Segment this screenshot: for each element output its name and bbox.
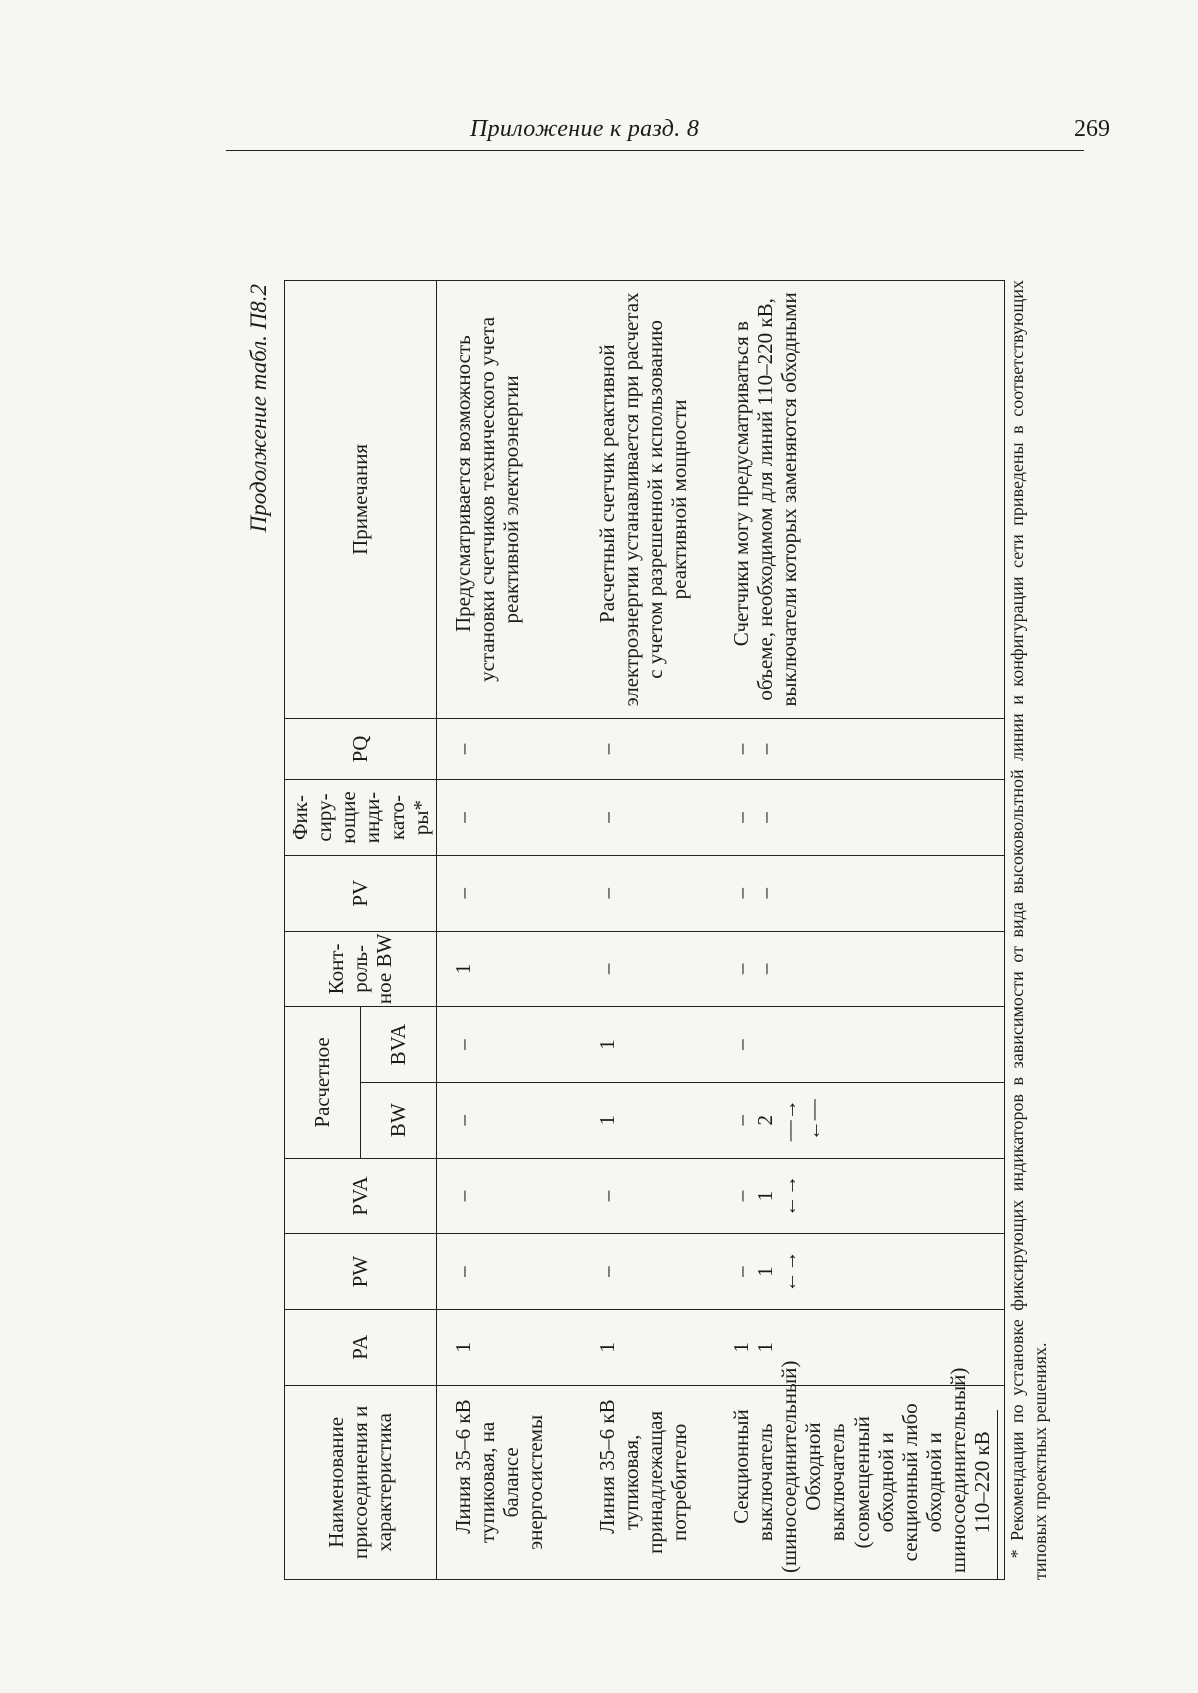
cell-bva: – [715,1007,1005,1083]
header-raschetnoe: Расчетное [285,1007,361,1158]
cell-pq: – – [715,718,1005,779]
cell-pa: 1 [436,1309,581,1385]
page-number: 269 [1074,116,1110,142]
cell-pv: – [436,855,581,931]
cell-pva: – [436,1158,581,1234]
cell-pq: – [581,718,715,779]
header-rule [226,150,1084,151]
cell-pva: – 1 ←→ [715,1158,1005,1234]
cell-pa: 1 1 [715,1309,1005,1385]
cell-pq: – [436,718,581,779]
cell-pv: – [581,855,715,931]
header-pa: PA [285,1309,437,1385]
header-fix: Фик-сиру-ющие инди-като-ры* [285,780,437,856]
cell-fix: – [436,780,581,856]
notes-text: Счетчики могу предусматриваться в объеме, необходимом для линий 110–220 кВ, выключатели которых заменяются обходными [728,292,802,707]
header-pw: PW [285,1234,437,1310]
cell-bw: 1 [581,1082,715,1158]
cell-notes [715,281,1005,719]
header-pv: PV [285,855,437,931]
table-row [715,281,1005,1580]
header-name: Наименование присоединения и характеристика [285,1385,437,1579]
data-table [284,280,1005,1580]
name-line: Линия 35–6 кВ тупиковая, на балансе энергосистемы [450,1399,548,1550]
cell-pw: – 1 ←→ [715,1234,1005,1310]
rotated-table-area [240,280,1060,1580]
footnote: * Рекомендации по установке фиксирующих индикаторов в зависимости от вида высоковольтной линии и конфигурации сети приведены в соответствующих типовых проектных решениях. [1007,280,1050,1580]
cell-name [436,1385,581,1579]
cell-pv: – – [715,855,1005,931]
header-pq: PQ [285,718,437,779]
cell-bw: – 2 —→ ←— [715,1082,1005,1158]
footnote-rule [997,1410,998,1580]
cell-fix: – – [715,780,1005,856]
cell-kontrol-bw: – [581,931,715,1007]
name-line: Линия 35–6 кВ тупиковая, принадлежащая потребителю [594,1399,692,1554]
notes-text: Предусматривается возможность установки счетчиков технического учета реактивной электроэнергии [450,316,524,682]
cell-bw: – [436,1082,581,1158]
cell-bva: – [436,1007,581,1083]
cell-pw: – [436,1234,581,1310]
cell-kontrol-bw: 1 [436,931,581,1007]
header-kontrolnoe: Конт-роль-ное BW [285,931,437,1007]
cell-pa: 1 [581,1309,715,1385]
cell-notes [581,281,715,719]
header-pva: PVA [285,1158,437,1234]
table-caption: Продолжение табл. П8.2 [246,284,271,533]
cell-notes [436,281,581,719]
cell-name [715,1360,1005,1579]
header-bw: BW [360,1082,436,1158]
notes-text: Расчетный счетчик реактивной электроэнергии устанавливается при расчетах с учетом разрешенной к использованию реактивной мощности [594,292,692,707]
header-notes: Примечания [285,281,437,719]
cell-fix: – [581,780,715,856]
cell-kontrol-bw: – – [715,931,1005,1007]
cell-name [581,1385,715,1579]
name-line: Обходной выключатель (совмещенный обходной и секционный либо обходной и шиносоединительный) 110–220 кВ [801,1367,995,1573]
cell-pw: – [581,1234,715,1310]
name-line: Секционный выключатель (шиносоединительный) [728,1360,802,1573]
running-title: Приложение к разд. 8 [470,116,700,142]
table-row [436,281,581,1580]
cell-bva: 1 [581,1007,715,1083]
table-row [581,281,715,1580]
header-bva: BVA [360,1007,436,1083]
cell-pva: – [581,1158,715,1234]
